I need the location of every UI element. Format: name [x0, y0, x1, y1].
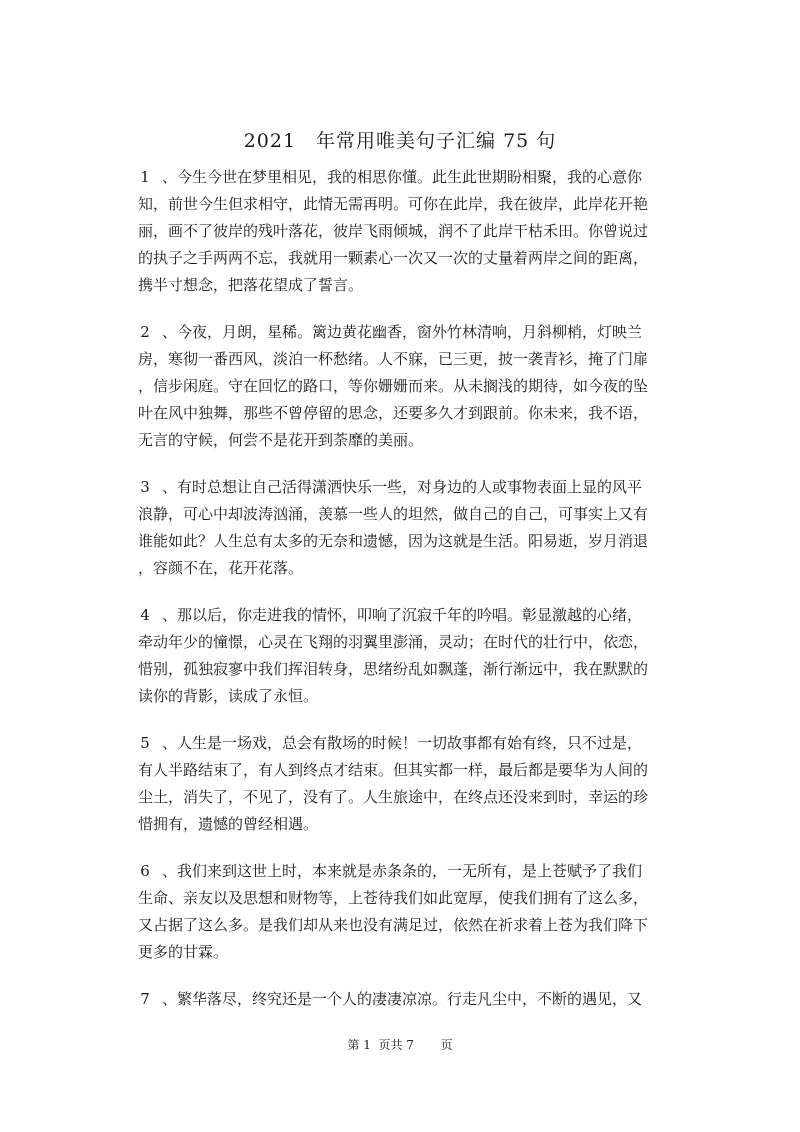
- paragraph-line: [138, 730, 666, 757]
- paragraph: [138, 858, 666, 966]
- paragraph-text: 、有时总想让自己活得潇洒快乐一些，对身边的人或事物表面上显的风平: [162, 478, 643, 496]
- paragraph-line: 的执子之手两两不忘，我就用一颗素心一次又一次的丈量着两岸之间的距离，: [138, 249, 649, 267]
- paragraph-text: 、繁华落尽，终究还是一个人的凄凄凉凉。行走凡尘中，不断的遇见，又: [162, 990, 643, 1008]
- paragraph-line: 丽，画不了彼岸的残叶落花，彼岸飞雨倾城，润不了此岸干枯禾田。你曾说过: [138, 222, 649, 240]
- paragraph-line: ，容颜不在，花开花落。: [138, 559, 304, 577]
- paragraph-number: 3: [140, 478, 150, 496]
- paragraph-text: 、今生今世在梦里相见，我的相思你懂。此生此世期盼相聚，我的心意你: [162, 168, 643, 186]
- paragraph-number: 7: [140, 990, 150, 1008]
- paragraph-line: 谁能如此？人生总有太多的无奈和遗憾，因为这就是生活。阳易逝，岁月消退: [138, 532, 649, 550]
- paragraph: [138, 986, 666, 1013]
- paragraph-line: 有人半路结束了，有人到终点才结束。但其实都一样，最后都是要华为人间的: [138, 761, 649, 779]
- paragraph-line: 携半寸想念，把落花望成了誓言。: [138, 276, 364, 294]
- paragraph-line: [138, 602, 666, 629]
- paragraph-line: 叶在风中独舞，那些不曾停留的思念，还要多久才到跟前。你未来，我不语，: [138, 404, 649, 422]
- paragraph-line: 惜别，孤独寂寥中我们挥泪转身，思绪纷乱如飘蓬，渐行渐远中，我在默默的: [138, 660, 649, 678]
- paragraph-text: 、今夜，月朗，星稀。篱边黄花幽香，窗外竹林清响，月斜柳梢，灯映兰: [162, 323, 643, 341]
- paragraph-line: [138, 319, 666, 346]
- paragraph-text: 、人生是一场戏，总会有散场的时候！一切故事都有始有终，只不过是，: [162, 734, 643, 752]
- paragraph-line: 知，前世今生但求相守，此情无需再明。可你在此岸，我在彼岸，此岸花开艳: [138, 195, 649, 213]
- paragraph: [138, 602, 666, 710]
- paragraph-line: [138, 986, 666, 1013]
- paragraph: [138, 474, 666, 582]
- paragraph-line: 惜拥有，遗憾的曾经相遇。: [138, 815, 319, 833]
- paragraph: [138, 164, 666, 299]
- document-body: [138, 164, 666, 1033]
- paragraph-line: [138, 164, 666, 191]
- paragraph-number: 4: [140, 606, 150, 624]
- paragraph-line: [138, 474, 666, 501]
- paragraph-line: 浪静，可心中却波涛汹涌，羡慕一些人的坦然，做自己的自己，可事实上又有: [138, 505, 649, 523]
- paragraph-line: 生命、亲友以及思想和财物等，上苍待我们如此宽厚，使我们拥有了这么多，: [138, 889, 649, 907]
- paragraph-line: ，信步闲庭。守在回忆的路口，等你姗姗而来。从未搁浅的期待，如今夜的坠: [138, 377, 649, 395]
- paragraph-line: 读你的背影，读成了永恒。: [138, 687, 319, 705]
- paragraph-line: [138, 858, 666, 885]
- paragraph-number: 6: [140, 862, 150, 880]
- page-footer: 第 1 页共 7 页: [347, 1038, 453, 1052]
- paragraph-line: 房，寒彻一番西风，淡泊一杯愁绪。人不寐，已三更，披一袭青衫，掩了门扉: [138, 350, 649, 368]
- paragraph-line: 牵动年少的憧憬，心灵在飞翔的羽翼里澎涌，灵动；在时代的壮行中，依恋，: [138, 633, 649, 651]
- paragraph-line: 又占据了这么多。是我们却从来也没有满足过，依然在祈求着上苍为我们降下: [138, 916, 649, 934]
- paragraph-line: 无言的守候，何尝不是花开到荼靡的美丽。: [138, 431, 424, 449]
- paragraph-number: 2: [140, 323, 150, 341]
- paragraph: [138, 319, 666, 454]
- paragraph: [138, 730, 666, 838]
- paragraph-number: 5: [140, 734, 150, 752]
- document-title: 2021 年常用唯美句子汇编 75 句: [243, 130, 557, 152]
- paragraph-line: 尘土，消失了，不见了，没有了。人生旅途中，在终点还没来到时，幸运的珍: [138, 788, 649, 806]
- paragraph-text: 、那以后，你走进我的情怀，叩响了沉寂千年的吟唱。彰显激越的心绪，: [162, 606, 643, 624]
- paragraph-line: 更多的甘霖。: [138, 943, 229, 961]
- paragraph-text: 、我们来到这世上时，本来就是赤条条的，一无所有，是上苍赋予了我们: [162, 862, 643, 880]
- paragraph-number: 1: [140, 168, 150, 186]
